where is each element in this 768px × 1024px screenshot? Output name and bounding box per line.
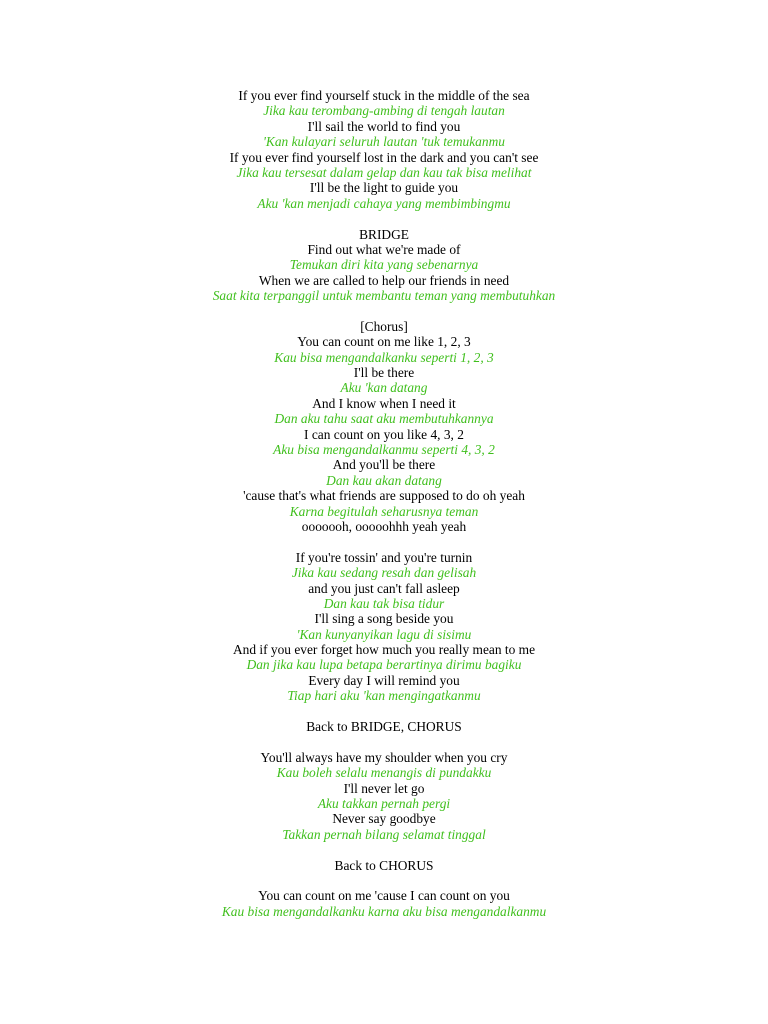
- translation-line: Takkan pernah bilang selamat tinggal: [282, 826, 486, 842]
- lyric-line: You'll always have my shoulder when you cry: [260, 749, 508, 765]
- lyric-line: and you just can't fall asleep: [308, 580, 460, 596]
- lyrics-page: [0, 88, 768, 919]
- lyric-line: Never say goodbye: [332, 811, 436, 827]
- lyric-line: Find out what we're made of: [307, 241, 461, 257]
- lyric-line: I'll never let go: [343, 780, 425, 796]
- lyric-line: BRIDGE: [359, 226, 409, 242]
- lyric-line: [Chorus]: [360, 318, 408, 334]
- translation-line: Kau bisa mengandalkanku seperti 1, 2, 3: [274, 349, 494, 365]
- lyric-line: Back to BRIDGE, CHORUS: [306, 719, 462, 735]
- translation-line: Kau bisa mengandalkanku karna aku bisa mengandalkanmu: [221, 903, 547, 919]
- translation-line: Saat kita terpanggil untuk membantu teman yang membutuhkan: [212, 288, 556, 304]
- translation-line: Dan kau akan datang: [326, 472, 442, 488]
- translation-line: Aku 'kan menjadi cahaya yang membimbingmu: [257, 195, 511, 211]
- blank-line: [0, 842, 768, 857]
- blank-line: [0, 873, 768, 888]
- translation-line: Dan aku tahu saat aku membutuhkannya: [274, 411, 494, 427]
- lyric-line: And if you ever forget how much you really mean to me: [232, 642, 536, 658]
- translation-line: Karna begitulah seharusnya teman: [289, 503, 479, 519]
- blank-line: [0, 734, 768, 749]
- translation-line: Dan kau tak bisa tidur: [323, 595, 445, 611]
- translation-line: 'Kan kunyanyikan lagu di sisimu: [296, 626, 472, 642]
- lyric-line: Every day I will remind you: [308, 672, 460, 688]
- blank-line: [0, 303, 768, 318]
- blank-line: [0, 704, 768, 719]
- translation-line: Dan jika kau lupa betapa berartinya dirimu bagiku: [246, 657, 522, 673]
- lyric-line: I'll sing a song beside you: [314, 611, 454, 627]
- lyric-line: Back to CHORUS: [334, 857, 434, 873]
- lyric-line: I'll be the light to guide you: [309, 180, 459, 196]
- translation-line: Jika kau sedang resah dan gelisah: [291, 565, 477, 581]
- translation-line: Aku takkan pernah pergi: [317, 795, 451, 811]
- lyric-line: I can count on you like 4, 3, 2: [304, 426, 464, 442]
- blank-line: [0, 211, 768, 226]
- lyric-line: I'll be there: [353, 365, 415, 381]
- translation-line: Jika kau tersesat dalam gelap dan kau tak bisa melihat: [236, 164, 532, 180]
- translation-line: Aku bisa mengandalkanmu seperti 4, 3, 2: [273, 441, 495, 457]
- lyric-line: And you'll be there: [332, 457, 436, 473]
- translation-line: Tiap hari aku 'kan mengingatkanmu: [287, 688, 481, 704]
- blank-line: [0, 534, 768, 549]
- lyric-line: You can count on me like 1, 2, 3: [297, 334, 471, 350]
- translation-line: 'Kan kulayari seluruh lautan 'tuk temukanmu: [263, 134, 505, 150]
- translation-line: Temukan diri kita yang sebenarnya: [289, 257, 479, 273]
- lyric-line: 'cause that's what friends are supposed to do oh yeah: [243, 488, 525, 504]
- lyric-line: If you're tossin' and you're turnin: [295, 549, 473, 565]
- lyric-line: And I know when I need it: [312, 395, 456, 411]
- lyric-line: If you ever find yourself stuck in the middle of the sea: [238, 88, 530, 103]
- translation-line: Kau boleh selalu menangis di pundakku: [276, 765, 492, 781]
- translation-line: Jika kau terombang-ambing di tengah lautan: [263, 103, 505, 119]
- lyric-line: I'll sail the world to find you: [307, 118, 461, 134]
- translation-line: Aku 'kan datang: [340, 380, 428, 396]
- lyric-line: If you ever find yourself lost in the dark and you can't see: [229, 149, 539, 165]
- lyric-line: When we are called to help our friends in need: [258, 272, 510, 288]
- lyric-line: You can count on me 'cause I can count on you: [258, 888, 510, 904]
- lyric-line: ooooooh, ooooohhh yeah yeah: [301, 518, 467, 534]
